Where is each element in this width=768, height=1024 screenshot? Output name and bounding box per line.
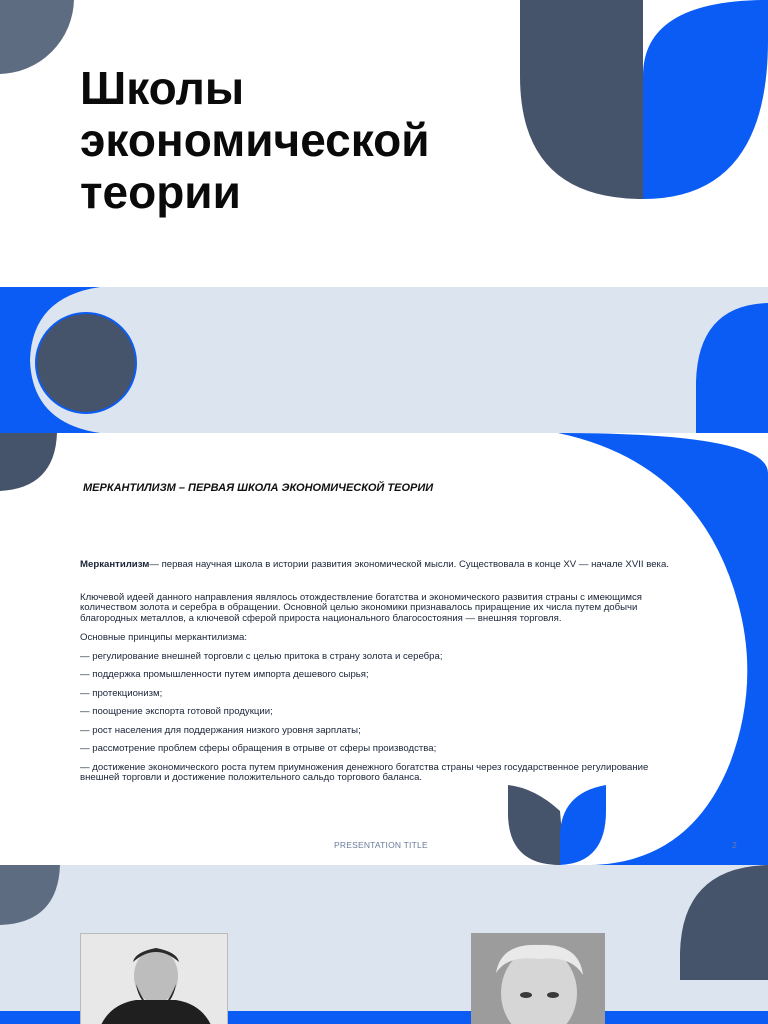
portrait-photo-right (471, 933, 605, 1024)
title-line-1: Школы (80, 62, 245, 114)
page-number: 2 (732, 840, 737, 850)
definition-term: Меркантилизм (80, 559, 150, 570)
key-idea-paragraph: Ключевой идеей данного направления являлось отождествление богатства и экономического развития страны с имеющимся количеством золота и серебра в обращении. Основной целью экономики признавалось приращение их числа путем добычи благородных металлов, а ключевой сферой прироста национального благосостояния — внешняя торговля. (80, 591, 642, 624)
slide-mercantilism (0, 433, 768, 865)
slide-section-divider (0, 287, 768, 433)
corner-circle-decoration (0, 0, 80, 80)
principles-intro: Основные принципы меркантилизма: (80, 632, 247, 643)
portrait-engraving (81, 934, 227, 1024)
definition-paragraph (80, 560, 680, 571)
list-item: — рост населения для поддержания низкого уровня зарплаты; (80, 724, 361, 736)
title-line-3: теории (80, 166, 241, 218)
list-item: — достижение экономического роста путем приумножения денежного богатства страны через государственное регулирование внешней торговли и достижение положительного сальдо торгового баланса. (80, 761, 649, 783)
section-heading: МЕРКАНТИЛИЗМ – ПЕРВАЯ ШКОЛА ЭКОНОМИЧЕСКОЙ ТЕОРИИ (83, 482, 434, 494)
content-body (80, 560, 680, 792)
list-item: — поддержка промышленности путем импорта дешевого сырья; (80, 669, 369, 680)
definition-text: — первая научная школа в истории развития экономической мысли. Существовала в конце XV — начале XVII века. (149, 559, 669, 570)
navy-circle-decoration (34, 311, 138, 415)
list-item: — рассмотрение проблем сферы обращения в отрыве от сферы производства; (80, 743, 437, 754)
principles-list (80, 652, 680, 784)
portrait-engraving (471, 933, 605, 1024)
title-line-2: экономической (80, 114, 430, 166)
list-item: — протекционизм; (80, 687, 163, 699)
slide-portraits (0, 865, 768, 1024)
slide-title (0, 0, 768, 287)
footer-title: PRESENTATION TITLE (334, 840, 428, 850)
slide-title-heading (80, 62, 430, 218)
list-item: — поощрение экспорта готовой продукции; (80, 706, 273, 717)
portrait-photo-left (80, 933, 228, 1024)
list-item: — регулирование внешней торговли с целью притока в страну золота и серебра; (80, 650, 443, 662)
leaf-pair-decoration (520, 0, 768, 200)
